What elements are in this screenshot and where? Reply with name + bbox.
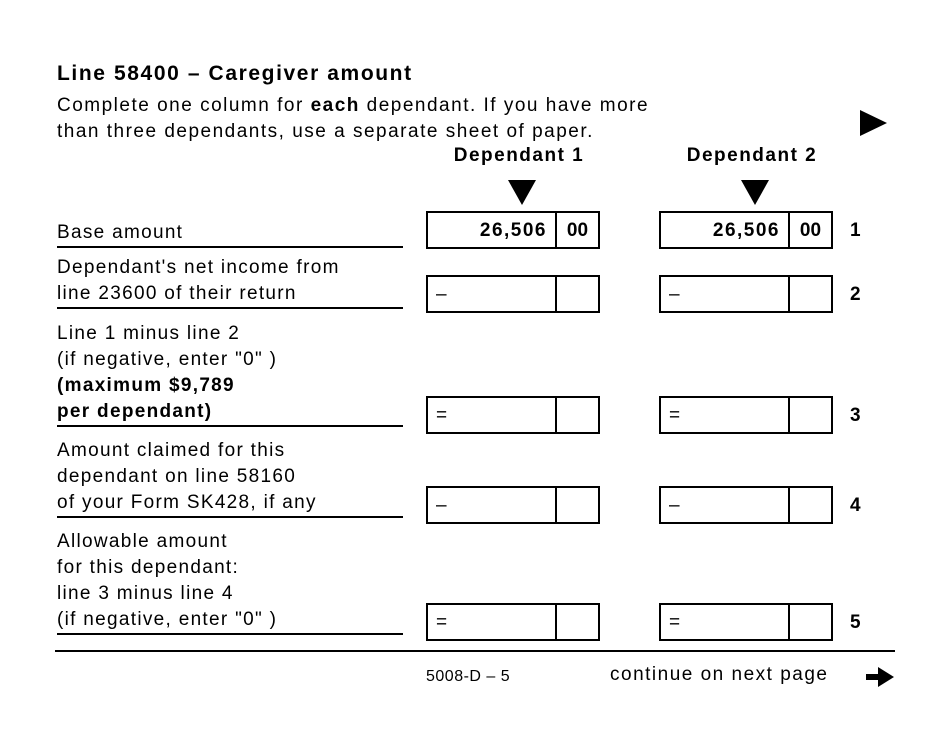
equals-sign: = xyxy=(669,405,681,426)
cents-value xyxy=(790,605,831,639)
dependant-2-line-4-field[interactable] xyxy=(659,486,833,524)
instructions-line-2: than three dependants, use a separate sheet of paper. xyxy=(57,121,594,142)
cents-value xyxy=(790,277,831,311)
dependant-1-line-2-field[interactable] xyxy=(426,275,600,313)
cents-value: 00 xyxy=(799,220,822,241)
cents-value xyxy=(557,398,598,432)
minus-sign: – xyxy=(669,495,680,516)
line-number-1: 1 xyxy=(850,220,861,241)
row-label-text: for this dependant: xyxy=(57,557,240,578)
row-label-net-income xyxy=(57,255,403,309)
equals-sign: = xyxy=(669,612,681,633)
dollars-value: 26,506 xyxy=(479,220,547,241)
row-label-text: (if negative, enter "0" ) xyxy=(57,349,278,370)
row-label-bold-text: per dependant) xyxy=(57,401,213,422)
row-label-text: Amount claimed for this xyxy=(57,440,286,461)
row-label-text: Base amount xyxy=(57,222,184,243)
dependant-1-line-1-field[interactable] xyxy=(426,211,600,249)
row-label-allowable-amount xyxy=(57,529,403,635)
continue-text: continue on next page xyxy=(610,664,829,685)
row-label-text: Line 1 minus line 2 xyxy=(57,323,241,344)
cents-value xyxy=(790,488,831,522)
row-label-text: Allowable amount xyxy=(57,531,228,552)
instructions-line-1 xyxy=(57,93,649,119)
dependant-1-line-4-field[interactable] xyxy=(426,486,600,524)
arrow-right-icon xyxy=(866,667,894,687)
row-label-text: dependant on line 58160 xyxy=(57,466,297,487)
cents-value xyxy=(557,488,598,522)
instructions-text: dependant. If you have more xyxy=(359,95,650,116)
cents-value: 00 xyxy=(566,220,589,241)
row-label-text: of your Form SK428, if any xyxy=(57,492,317,513)
line-number-2: 2 xyxy=(850,284,861,305)
triangle-down-icon xyxy=(508,180,536,205)
dependant-1-line-3-field[interactable] xyxy=(426,396,600,434)
equals-sign: = xyxy=(436,612,448,633)
cents-value xyxy=(557,277,598,311)
cents-value xyxy=(790,398,831,432)
row-label-text: line 3 minus line 4 xyxy=(57,583,234,604)
equals-sign: = xyxy=(436,405,448,426)
minus-sign: – xyxy=(436,284,447,305)
form-page-id: 5008-D – 5 xyxy=(426,668,511,685)
row-label-text: (if negative, enter "0" ) xyxy=(57,609,278,630)
instructions-text: Complete one column for xyxy=(57,95,311,116)
dependant-1-line-5-field[interactable] xyxy=(426,603,600,641)
instructions xyxy=(57,93,649,145)
line-number-4: 4 xyxy=(850,495,861,516)
dependant-2-line-2-field[interactable] xyxy=(659,275,833,313)
section-title: Line 58400 – Caregiver amount xyxy=(57,62,413,85)
dependant-2-line-3-field[interactable] xyxy=(659,396,833,434)
triangle-down-icon xyxy=(741,180,769,205)
row-label-base-amount xyxy=(57,220,403,248)
row-label-line1-minus-line2 xyxy=(57,321,403,427)
row-label-text: line 23600 of their return xyxy=(57,283,297,304)
cents-value xyxy=(557,605,598,639)
bottom-divider xyxy=(55,650,895,652)
triangle-right-icon xyxy=(860,110,887,136)
instructions-emphasis: each xyxy=(310,95,360,116)
row-label-bold-text: (maximum $9,789 xyxy=(57,375,235,396)
row-label-amount-claimed xyxy=(57,438,403,518)
minus-sign: – xyxy=(669,284,680,305)
column-header-dependant-1: Dependant 1 xyxy=(453,145,585,166)
minus-sign: – xyxy=(436,495,447,516)
dependant-2-line-5-field[interactable] xyxy=(659,603,833,641)
line-number-5: 5 xyxy=(850,612,861,633)
line-number-3: 3 xyxy=(850,405,861,426)
column-header-dependant-2: Dependant 2 xyxy=(686,145,818,166)
row-label-text: Dependant's net income from xyxy=(57,257,340,278)
dependant-2-line-1-field[interactable] xyxy=(659,211,833,249)
dollars-value: 26,506 xyxy=(712,220,780,241)
